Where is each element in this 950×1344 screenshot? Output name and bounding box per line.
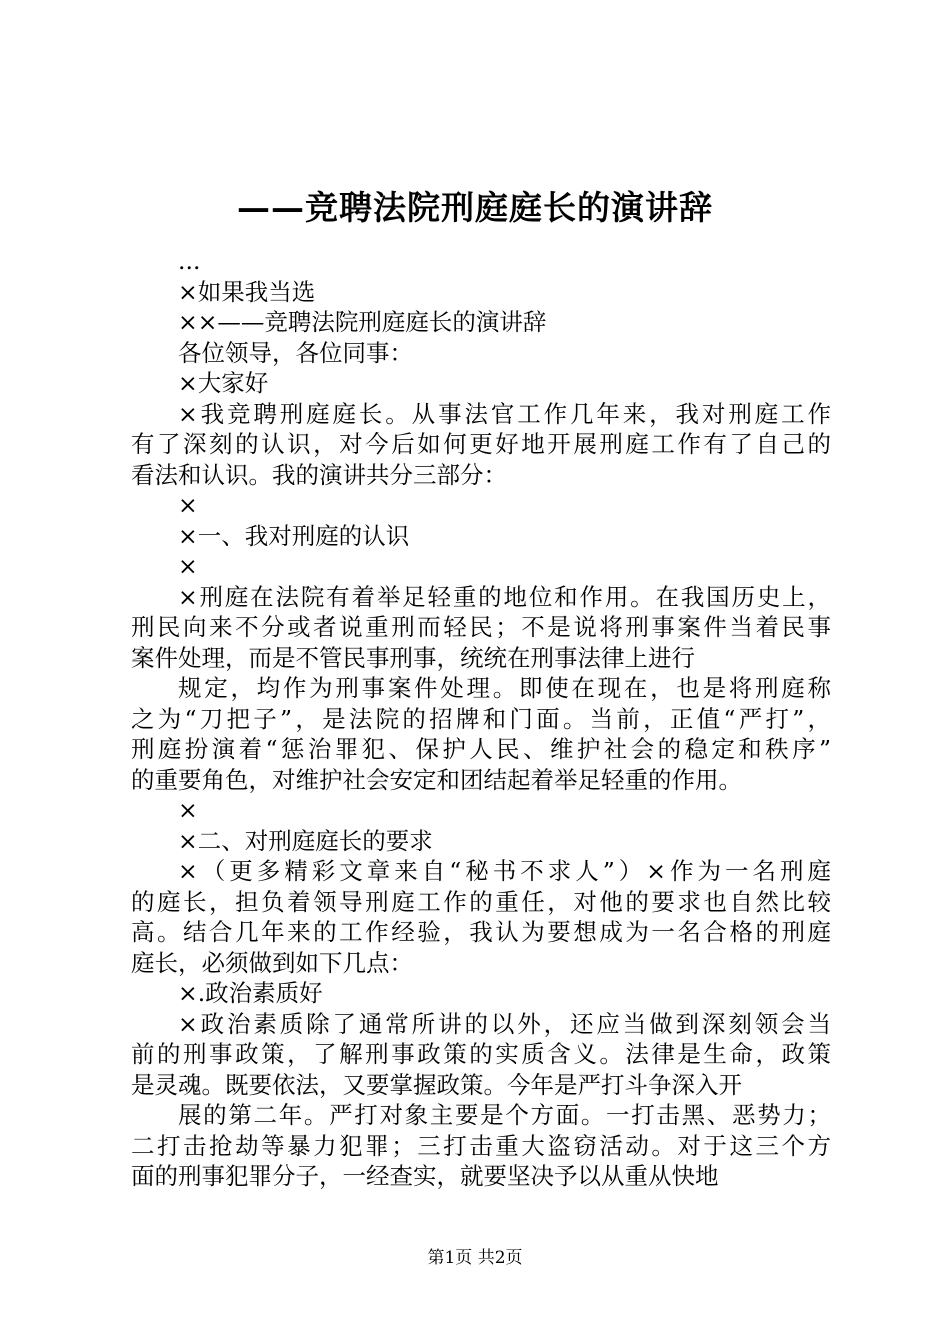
body-line: 刑民向来不分或者说重刑而轻民；不是说将刑事案件当着民事	[131, 613, 831, 641]
body-line: 规定，均作为刑事案件处理。即使在现在，也是将刑庭称	[178, 674, 831, 702]
page-footer: 第1页 共2页	[427, 1248, 523, 1268]
body-line: ×我竞聘刑庭庭长。从事法官工作几年来，我对刑庭工作	[178, 399, 831, 428]
sub-heading: ×.政治素质好	[178, 979, 323, 1007]
body-line: ×	[178, 552, 198, 580]
body-line: 的重要角色，对维护社会安定和团结起着举足轻重的作用。	[131, 765, 742, 794]
body-line: ×	[178, 491, 198, 519]
body-line: 的庭长，担负着领导刑庭工作的重任，对他的要求也自然比较	[131, 887, 831, 916]
body-line: 二打击抢劫等暴力犯罪；三打击重大盗窃活动。对于这三个方	[131, 1131, 831, 1160]
section-heading: ×二、对刑庭庭长的要求	[178, 826, 433, 855]
body-line: ×如果我当选	[178, 277, 316, 306]
body-line: ×（更多精彩文章来自“秘书不求人”）×作为一名刑庭	[178, 857, 831, 885]
body-line: ×刑庭在法院有着举足轻重的地位和作用。在我国历史上，	[178, 582, 831, 611]
body-line: 展的第二年。严打对象主要是个方面。一打击黑、恶势力；	[178, 1101, 831, 1129]
body-line: 刑庭扮演着“惩治罪犯、保护人民、维护社会的稳定和秩序”	[131, 735, 831, 763]
body-line: ...	[178, 247, 201, 275]
body-line: ×	[178, 796, 198, 824]
body-line: 高。结合几年来的工作经验，我认为要想成为一名合格的刑庭	[131, 918, 831, 946]
body-line: 之为“刀把子”，是法院的招牌和门面。当前，正值“严打”，	[131, 704, 831, 733]
section-heading: ×一、我对刑庭的认识	[178, 521, 410, 550]
body-line: 各位领导，各位同事：	[178, 338, 413, 367]
body-line: 面的刑事犯罪分子，一经查实，就要坚决予以从重从快地	[131, 1162, 719, 1190]
body-line: 前的刑事政策，了解刑事政策的实质含义。法律是生命，政策	[131, 1040, 831, 1068]
body-line: 庭长，必须做到如下几点：	[131, 948, 413, 977]
body-line: 有了深刻的认识，对今后如何更好地开展刑庭工作有了自己的	[131, 430, 831, 458]
body-line: 是灵魂。既要依法，又要掌握政策。今年是严打斗争深入开	[131, 1070, 742, 1099]
body-line: 看法和认识。我的演讲共分三部分：	[131, 460, 507, 489]
body-line: 案件处理，而是不管民事刑事，统统在刑事法律上进行	[131, 643, 695, 672]
body-line: ×大家好	[178, 369, 269, 397]
body-line: ××——竞聘法院刑庭庭长的演讲辞	[178, 308, 547, 336]
document-title: ——竞聘法院刑庭庭长的演讲辞	[237, 188, 713, 227]
body-line: ×政治素质除了通常所讲的以外，还应当做到深刻领会当	[178, 1009, 831, 1038]
document-body	[131, 246, 831, 1192]
